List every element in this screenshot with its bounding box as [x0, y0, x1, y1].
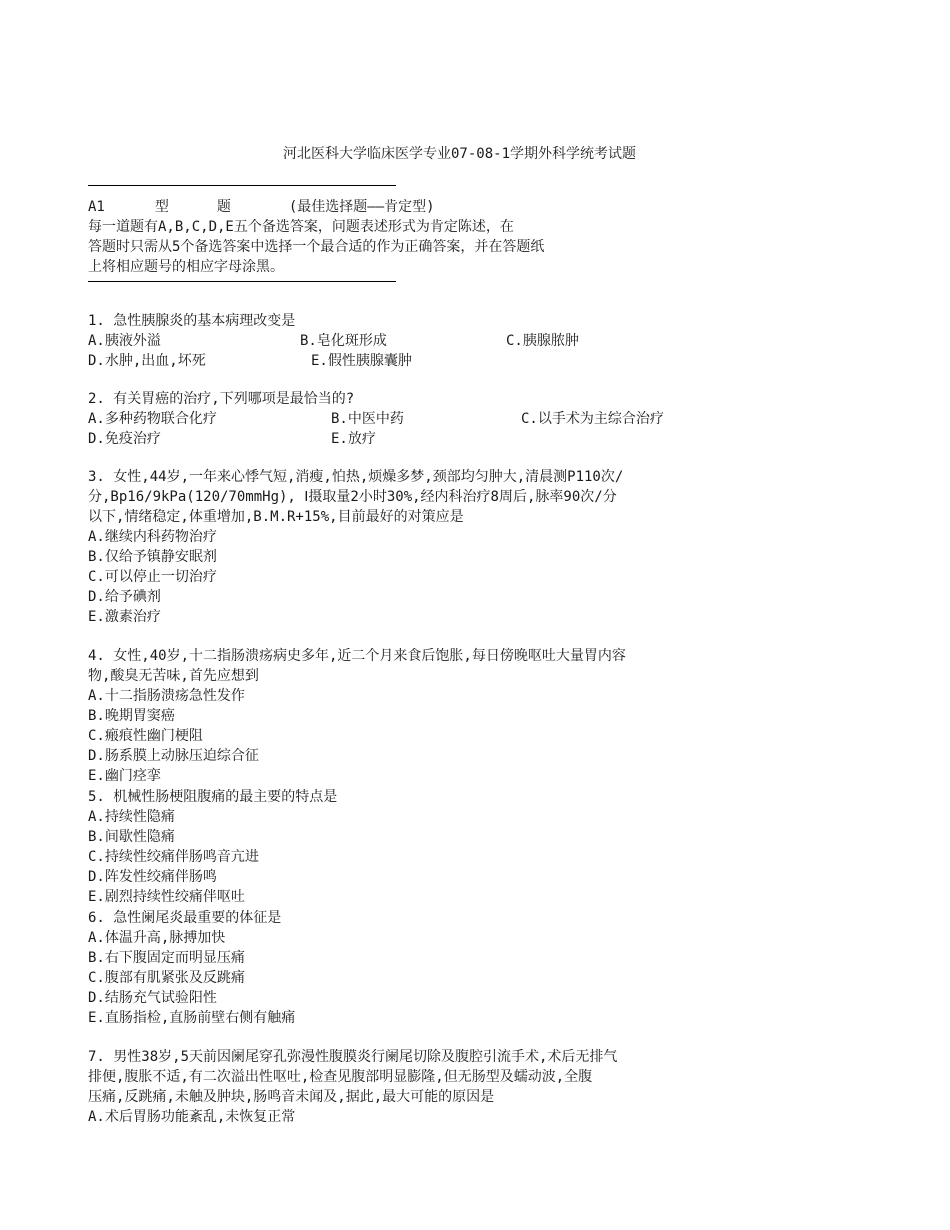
section-type-a: A1 — [88, 199, 105, 215]
section-heading — [88, 197, 435, 217]
question-3-option: E.激素治疗 — [88, 609, 161, 625]
question-3-option: C.可以停止一切治疗 — [88, 569, 217, 585]
question-3-stem: 分,Bp16/9kPa(120/70mmHg), Ⅰ摄取量2小时30%,经内科治疗8周后,脉率90次/分 — [88, 489, 617, 505]
section-type-c: 题 — [216, 199, 231, 215]
question-2-option-b: B.中医中药 — [331, 411, 404, 427]
question-4-option: D.肠系膜上动脉压迫综合征 — [88, 748, 259, 764]
question-1-option-e: E.假性胰腺囊肿 — [311, 353, 412, 369]
instruction-line: 上将相应题号的相应字母涂黑。 — [88, 259, 284, 275]
question-7-stem: 排便,腹胀不适,有二次溢出性呕吐,检查见腹部明显膨隆,但无肠型及蠕动波,全腹 — [88, 1069, 593, 1085]
question-7-option: A.术后胃肠功能紊乱,未恢复正常 — [88, 1109, 296, 1125]
top-divider — [88, 185, 396, 186]
question-5-option: B.间歇性隐痛 — [88, 829, 175, 845]
question-5-option: C.持续性绞痛伴肠鸣音亢进 — [88, 849, 259, 865]
question-2-option-e: E.放疗 — [331, 431, 376, 447]
question-2-option-a: A.多种药物联合化疗 — [88, 411, 217, 427]
question-6-option: C.腹部有肌紧张及反跳痛 — [88, 970, 245, 986]
question-3-stem: 3. 女性,44岁,一年来心悸气短,消瘦,怕热,烦燥多梦,颈部均匀肿大,清晨测P110次/ — [88, 469, 624, 485]
bottom-divider — [88, 281, 396, 282]
question-1-option-c: C.胰腺脓肿 — [506, 333, 579, 349]
question-1-option-d: D.水肿,出血,坏死 — [88, 353, 206, 369]
question-3-option: A.继续内科药物治疗 — [88, 529, 217, 545]
question-2-stem: 2. 有关胃癌的治疗,下列哪项是最恰当的? — [88, 391, 355, 407]
question-5-option: D.阵发性绞痛伴肠鸣 — [88, 869, 217, 885]
question-5-option: E.剧烈持续性绞痛伴呕吐 — [88, 889, 245, 905]
question-3-option: D.给予碘剂 — [88, 589, 161, 605]
question-4-stem: 4. 女性,40岁,十二指肠溃疡病史多年,近二个月来食后饱胀,每日傍晚呕吐大量胃内容 — [88, 648, 626, 664]
question-2-option-d: D.免疫治疗 — [88, 431, 161, 447]
question-5-option: A.持续性隐痛 — [88, 809, 175, 825]
question-3-stem: 以下,情绪稳定,体重增加,B.M.R+15%,目前最好的对策应是 — [88, 509, 464, 525]
section-type-note: (最佳选择题——肯定型) — [288, 199, 435, 215]
question-1-option-b: B.皂化斑形成 — [300, 333, 387, 349]
question-6-option: D.结肠充气试验阳性 — [88, 990, 217, 1006]
question-5-stem: 5. 机械性肠梗阻腹痛的最主要的特点是 — [88, 789, 338, 805]
question-4-option: E.幽门痉挛 — [88, 768, 161, 784]
question-1-option-a: A.胰液外溢 — [88, 333, 161, 349]
question-4-option: B.晚期胃窦癌 — [88, 708, 175, 724]
question-6-option: B.右下腹固定而明显压痛 — [88, 950, 245, 966]
question-7-stem: 压痛,反跳痛,未触及肿块,肠鸣音未闻及,据此,最大可能的原因是 — [88, 1089, 495, 1105]
instruction-line: 每一道题有A,B,C,D,E五个备选答案，问题表述形式为肯定陈述，在 — [88, 219, 514, 235]
section-type-b: 型 — [154, 199, 169, 215]
question-6-stem: 6. 急性阑尾炎最重要的体征是 — [88, 910, 282, 926]
question-4-option: C.瘢痕性幽门梗阻 — [88, 728, 203, 744]
question-7-stem: 7. 男性38岁,5天前因阑尾穿孔弥漫性腹膜炎行阑尾切除及腹腔引流手术,术后无排气 — [88, 1049, 618, 1065]
question-4-option: A.十二指肠溃疡急性发作 — [88, 688, 245, 704]
instruction-line: 答题时只需从5个备选答案中选择一个最合适的作为正确答案，并在答题纸 — [88, 239, 545, 255]
question-6-option: E.直肠指检,直肠前壁右侧有触痛 — [88, 1010, 296, 1026]
question-3-option: B.仅给予镇静安眠剂 — [88, 549, 217, 565]
exam-title: 河北医科大学临床医学专业07-08-1学期外科学统考试题 — [283, 146, 636, 162]
question-6-option: A.体温升高,脉搏加快 — [88, 930, 226, 946]
question-1-stem: 1. 急性胰腺炎的基本病理改变是 — [88, 313, 296, 329]
question-2-option-c: C.以手术为主综合治疗 — [521, 411, 664, 427]
question-4-stem: 物,酸臭无苦味,首先应想到 — [88, 668, 259, 684]
